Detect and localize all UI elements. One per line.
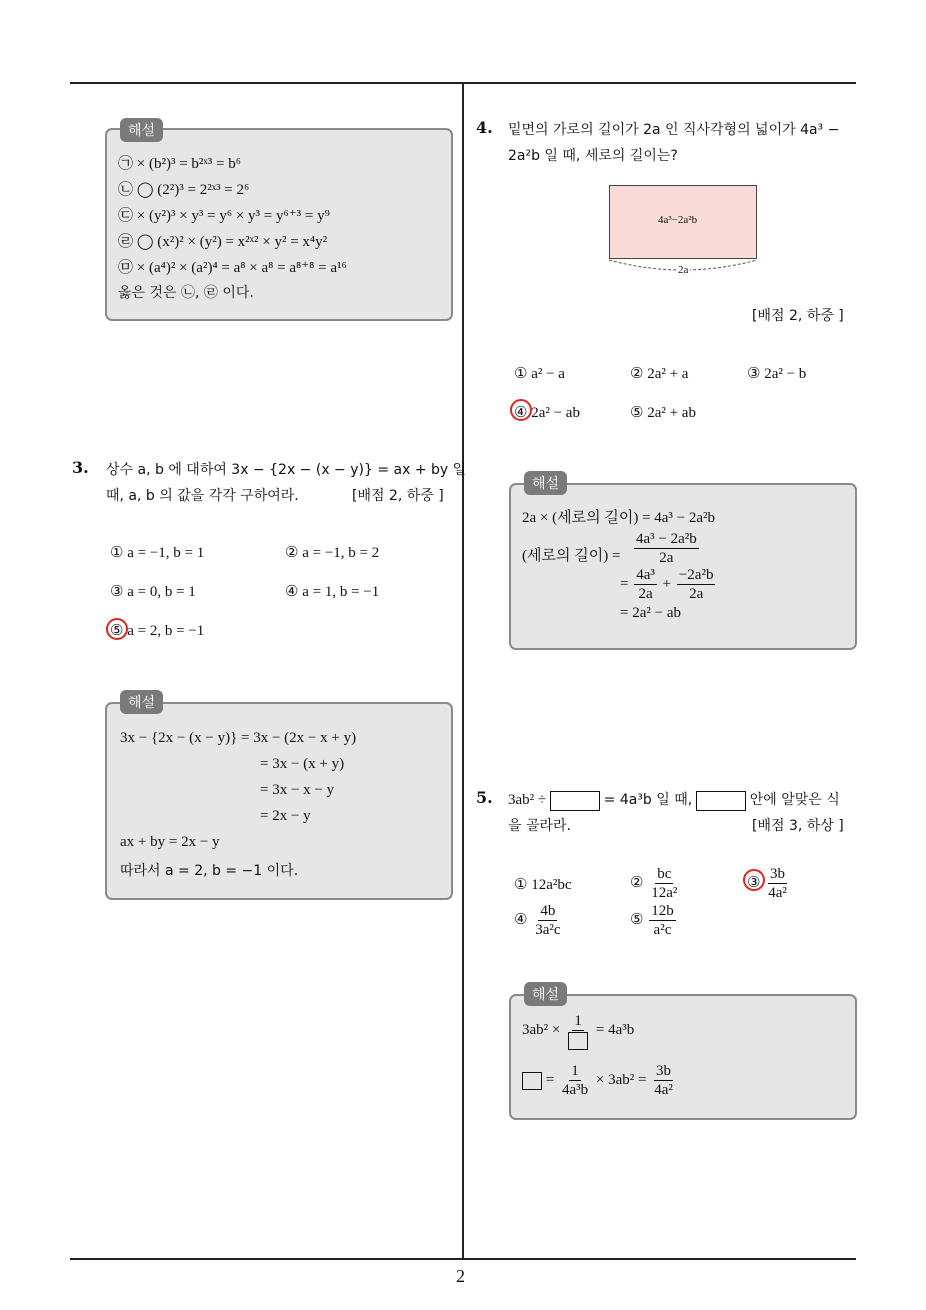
q4-frac1-den: 2a <box>659 550 674 566</box>
q3-sol-line-2: = 3x − (x + y) <box>260 756 345 772</box>
q3-number: 3. <box>72 458 89 477</box>
q4-frac3-num: −2a²b <box>678 567 714 583</box>
q2-solution-tag: 해설 <box>120 118 163 142</box>
q5-sol-l2-eq: = <box>545 1071 555 1088</box>
q5-choice-5-mark: ⑤ <box>630 911 644 928</box>
q2-sol-line-6: 옳은 것은 ㉡, ㉣ 이다. <box>118 285 254 301</box>
q2-sol-line-5: ㉤ × (a⁴)² × (a²)⁴ = a⁸ × a⁸ = a⁸⁺⁸ = a¹⁶ <box>118 260 347 276</box>
q5-text-2: 을 골라라. <box>508 818 571 834</box>
q5-blank-box-2 <box>696 791 746 811</box>
q4-sol-line-2-left: (세로의 길이) = <box>522 548 621 564</box>
q4-sol-fraction-1 <box>632 530 701 567</box>
q4-choice-4[interactable]: ④ 2a² − ab <box>514 405 580 421</box>
q5-choice-5[interactable] <box>630 902 678 939</box>
q5-choice-3-num: 3b <box>770 866 786 882</box>
q5-answer-mark <box>743 869 765 891</box>
q4-choice-5[interactable]: ⑤ 2a² + ab <box>630 405 696 421</box>
q3-sol-line-1: 3x − {2x − (x − y)} = 3x − (2x − x + y) <box>120 730 357 746</box>
q5-text-1b: = 4a³b 일 때, <box>603 792 693 808</box>
q5-sol-blank-square-1 <box>568 1032 588 1050</box>
q2-sol-line-1: ㉠ × (b²)³ = b²ˣ³ = b⁶ <box>118 156 241 172</box>
column-divider <box>462 82 464 1260</box>
q4-sol-line-3: = $\frac{\text{4a³}}{2a}$ + $\frac{\text{−2a²b}}{2a}$ <box>620 567 714 602</box>
q3-score-tag: [배점 2, 하중 ] <box>352 488 444 504</box>
q5-blank-box-1 <box>550 791 600 811</box>
q4-frac2-den: 2a <box>638 586 653 602</box>
q5-sol-l1-left: 3ab² × <box>522 1022 561 1039</box>
bottom-rule <box>70 1258 856 1260</box>
q4-choice-3[interactable]: ③ 2a² − b <box>747 366 807 382</box>
q5-choice-1[interactable] <box>514 875 572 894</box>
q5-sol-l2-num: 1 <box>571 1063 579 1079</box>
q4-number: 4. <box>476 118 493 137</box>
q4-figure-area-label: 4a³−2a²b <box>658 214 698 226</box>
q5-text-1 <box>508 789 840 811</box>
q3-choice-4[interactable]: ④ a = 1, b = −1 <box>285 584 380 600</box>
q3-text-2: 때, a, b 의 값을 각각 구하여라. <box>106 488 299 504</box>
q5-sol-l1-den <box>566 1031 590 1050</box>
q3-sol-line-6: 따라서 a = 2, b = −1 이다. <box>120 863 299 879</box>
q2-sol-line-2: ㉡ ◯ (2²)³ = 2²ˣ³ = 2⁶ <box>118 182 250 198</box>
q5-text-1c: 안에 알맞은 식 <box>749 792 840 808</box>
q4-frac2-num: 4a³ <box>636 567 655 583</box>
q5-sol-l2-num2: 3b <box>656 1063 672 1079</box>
q5-sol-line-1 <box>522 1012 634 1050</box>
q5-choice-1-mark: ① <box>514 877 528 893</box>
q5-choice-2[interactable] <box>630 865 681 902</box>
q3-sol-line-4: = 2x − y <box>260 808 311 824</box>
q5-choice-4-mark: ④ <box>514 911 528 928</box>
q5-choice-3-mark: ③ <box>747 874 761 891</box>
q5-choice-4[interactable] <box>514 902 565 939</box>
q5-text-1a: 3ab² ÷ <box>508 792 547 808</box>
q5-choice-2-mark: ② <box>630 874 644 891</box>
q2-sol-line-4: ㉣ ◯ (x²)² × (y²) = x²ˣ² × y² = x⁴y² <box>118 234 328 250</box>
q3-choice-1[interactable]: ① a = −1, b = 1 <box>110 545 205 561</box>
q5-choice-5-num: 12b <box>651 903 674 919</box>
q3-sol-line-3: = 3x − x − y <box>260 782 335 798</box>
q4-answer-mark <box>510 399 532 421</box>
q3-text-1: 상수 a, b 에 대하여 3x − {2x − (x − y)} = ax + by 일 <box>106 462 467 478</box>
q4-text-1: 밑면의 가로의 길이가 2a 인 직사각형의 넓이가 4a³ − <box>508 122 840 138</box>
q3-sol-line-5: ax + by = 2x − y <box>120 834 220 850</box>
q5-solution-tag: 해설 <box>524 982 567 1006</box>
q5-choice-2-num: bc <box>657 866 672 882</box>
q4-frac3-den: 2a <box>689 586 704 602</box>
q5-sol-line-2 <box>522 1062 677 1099</box>
q4-frac1-num: 4a³ − 2a²b <box>636 531 697 547</box>
q4-choice-2[interactable]: ② 2a² + a <box>630 366 689 382</box>
q4-solution-tag: 해설 <box>524 471 567 495</box>
q2-sol-line-3: ㉢ × (y²)³ × y³ = y⁶ × y³ = y⁶⁺³ = y⁹ <box>118 208 330 224</box>
q5-choice-4-den: 3a²c <box>535 922 561 938</box>
q5-choice-5-den: a²c <box>653 922 672 938</box>
q5-choice-2-den: 12a² <box>651 885 678 901</box>
q3-choice-3[interactable]: ③ a = 0, b = 1 <box>110 584 196 600</box>
q4-sol-line-4: = 2a² − ab <box>620 605 681 621</box>
q5-number: 5. <box>476 788 493 807</box>
q5-choice-3-den: 4a² <box>768 885 787 901</box>
q4-sol-line-1: 2a × (세로의 길이) = 4a³ − 2a²b <box>522 510 716 526</box>
q5-score-tag: [배점 3, 하상 ] <box>752 818 844 834</box>
q5-sol-l2-mid: × 3ab² = <box>595 1071 647 1088</box>
q5-sol-l1-right: = 4a³b <box>595 1022 635 1039</box>
q4-text-2: 2a²b 일 때, 세로의 길이는? <box>508 148 678 164</box>
q5-sol-blank-square-2 <box>522 1072 542 1090</box>
q4-score-tag: [배점 2, 하중 ] <box>752 308 844 324</box>
q3-choice-5[interactable]: ⑤ a = 2, b = −1 <box>110 623 205 639</box>
q4-figure-base-label: 2a <box>678 264 689 276</box>
q5-choice-4-num: 4b <box>540 903 556 919</box>
q5-choice-1-text: 12a²bc <box>531 877 572 893</box>
q5-sol-l2-den: 4a³b <box>561 1082 589 1098</box>
page-number: 2 <box>456 1266 465 1286</box>
q5-sol-l2-den2: 4a² <box>654 1082 673 1098</box>
q3-choice-2[interactable]: ② a = −1, b = 2 <box>285 545 380 561</box>
q3-solution-tag: 해설 <box>120 690 163 714</box>
q5-sol-l1-num: 1 <box>574 1013 582 1029</box>
q4-choice-1[interactable]: ① a² − a <box>514 366 565 382</box>
q3-answer-mark <box>106 618 128 640</box>
